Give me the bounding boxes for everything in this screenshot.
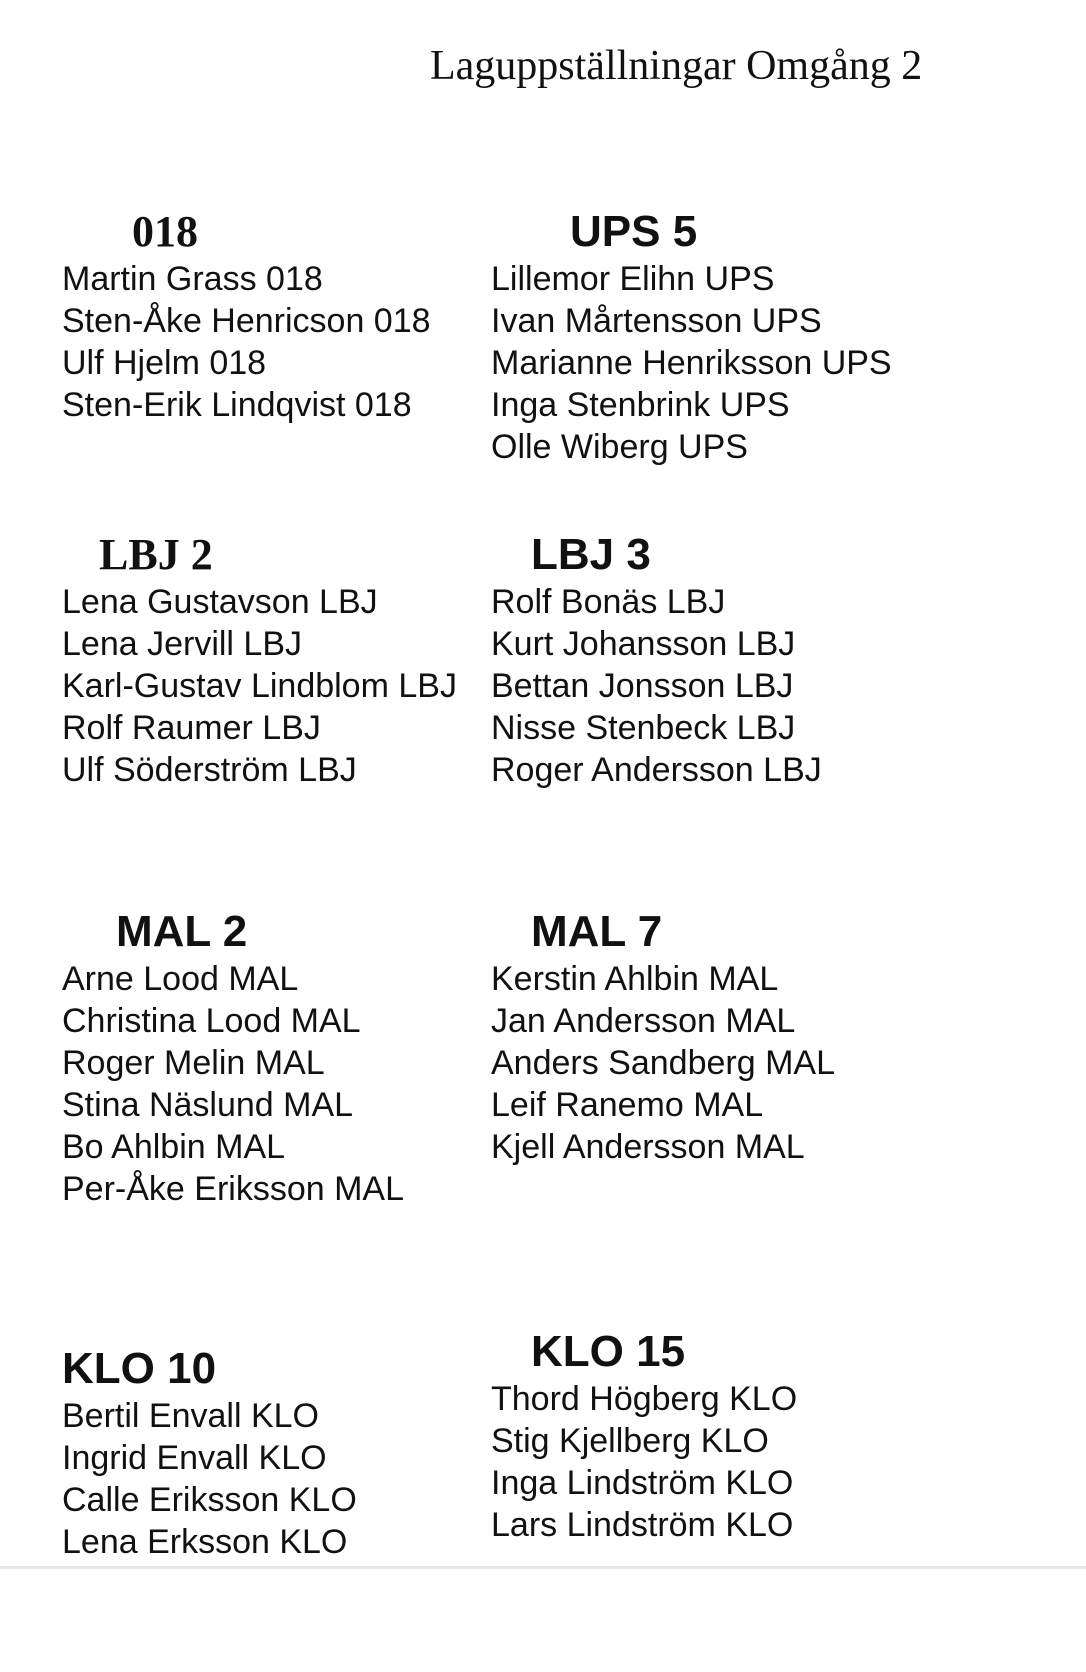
team-title: KLO 15 [531,1327,686,1376]
player-name: Bo Ahlbin MAL [62,1128,286,1166]
player-name: Stig Kjellberg KLO [491,1422,769,1460]
player-name: Leif Ranemo MAL [491,1086,764,1124]
player-name: Marianne Henriksson UPS [491,344,892,382]
team-mal-2 [62,906,404,1210]
player-name: Stina Näslund MAL [62,1086,354,1124]
player-name: Rolf Raumer LBJ [62,709,321,747]
team-klo-15 [491,1326,797,1546]
team-lbj-3 [491,529,822,791]
player-name: Ulf Söderström LBJ [62,751,357,789]
player-list [62,1395,357,1563]
team-klo-10 [62,1343,357,1563]
player-name: Lena Gustavson LBJ [62,583,378,621]
player-name: Inga Stenbrink UPS [491,386,790,424]
player-name: Kurt Johansson LBJ [491,625,796,663]
team-mal-7 [491,906,835,1168]
team-lbj-2 [62,529,457,791]
player-name: Lena Jervill LBJ [62,625,303,663]
team-ups-5 [491,206,892,468]
player-name: Kerstin Ahlbin MAL [491,960,779,998]
player-name: Bertil Envall KLO [62,1397,319,1435]
player-name: Karl-Gustav Lindblom LBJ [62,667,457,705]
player-list [491,1378,797,1546]
player-name: Christina Lood MAL [62,1002,361,1040]
player-name: Sten-Erik Lindqvist 018 [62,386,412,424]
team-018 [62,206,431,426]
player-list [491,581,822,791]
player-name: Ingrid Envall KLO [62,1439,327,1477]
player-name: Thord Högberg KLO [491,1380,798,1418]
player-list [491,258,892,468]
team-title: LBJ 2 [99,530,213,579]
player-name: Ulf Hjelm 018 [62,344,267,382]
player-name: Arne Lood MAL [62,960,299,998]
player-name: Jan Andersson MAL [491,1002,796,1040]
player-name: Bettan Jonsson LBJ [491,667,794,705]
player-name: Lena Erksson KLO [62,1523,348,1561]
player-name: Roger Andersson LBJ [491,751,822,789]
player-name: Anders Sandberg MAL [491,1044,835,1082]
player-name: Martin Grass 018 [62,260,323,298]
player-name: Lillemor Elihn UPS [491,260,775,298]
page-title: Laguppställningar Omgång 2 [430,43,923,89]
player-name: Inga Lindström KLO [491,1464,794,1502]
player-name: Olle Wiberg UPS [491,428,748,466]
team-title: 018 [132,207,198,256]
team-title: KLO 10 [62,1344,217,1393]
player-name: Rolf Bonäs LBJ [491,583,726,621]
page-bottom-divider [0,1566,1086,1569]
player-name: Roger Melin MAL [62,1044,325,1082]
player-list [62,958,404,1210]
player-name: Ivan Mårtensson UPS [491,302,822,340]
team-title: UPS 5 [570,207,698,256]
player-name: Sten-Åke Henricson 018 [62,302,431,340]
player-name: Nisse Stenbeck LBJ [491,709,796,747]
player-list [62,258,431,426]
team-title: MAL 7 [531,907,663,956]
team-title: MAL 2 [116,907,248,956]
player-list [62,581,457,791]
player-name: Per-Åke Eriksson MAL [62,1170,404,1208]
player-name: Lars Lindström KLO [491,1506,794,1544]
team-title: LBJ 3 [531,530,651,579]
player-name: Kjell Andersson MAL [491,1128,805,1166]
player-name: Calle Eriksson KLO [62,1481,357,1519]
player-list [491,958,835,1168]
